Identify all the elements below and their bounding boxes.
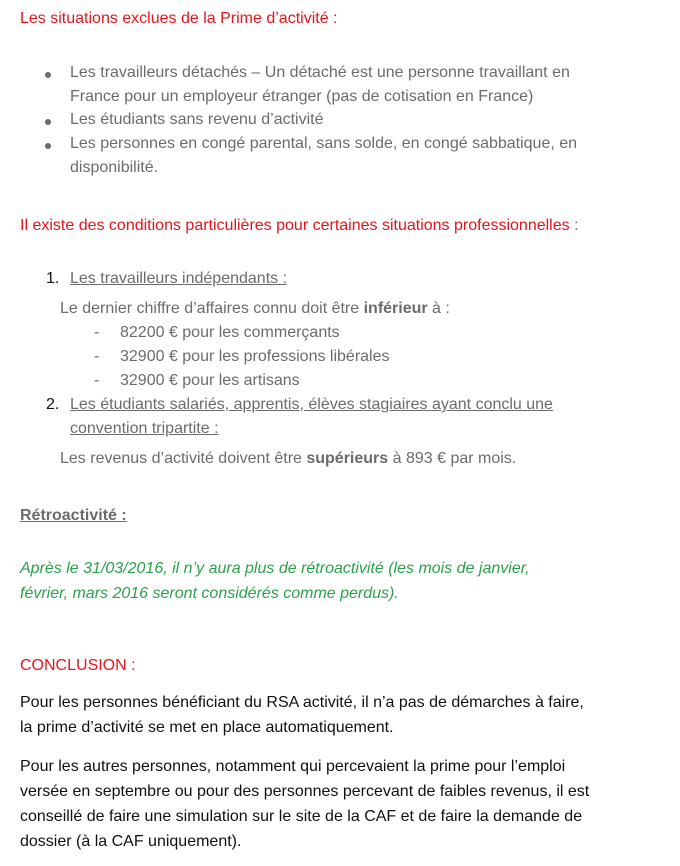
list-number: 2.	[46, 396, 60, 413]
conclusion-paragraph: la prime d’activité se met en place automatiquement.	[20, 719, 394, 736]
text-after: à 893 € par mois.	[388, 450, 517, 467]
bullet-icon	[45, 143, 51, 149]
conclusion-paragraph: dossier (à la CAF uniquement).	[20, 833, 242, 850]
conclusion-paragraph: Pour les personnes bénéficiant du RSA activité, il n’a pas de démarches à faire,	[20, 694, 584, 711]
list-item-line: Les travailleurs détachés – Un détaché est une personne travaillant en	[70, 64, 570, 81]
conclusion-heading: CONCLUSION :	[20, 657, 136, 674]
list-number: 1.	[46, 270, 60, 287]
threshold-item: 32900 € pour les artisans	[120, 372, 300, 389]
list-item-line: Les étudiants sans revenu d’activité	[70, 111, 324, 128]
students-title-line2: convention tripartite :	[70, 420, 219, 437]
heading-conditions-colon: :	[574, 217, 579, 234]
dash-icon: -	[94, 372, 100, 389]
heading-conditions	[20, 217, 579, 235]
threshold-item: 82200 € pour les commerçants	[120, 324, 340, 341]
intro-after: à :	[427, 300, 450, 317]
dash-icon: -	[94, 348, 100, 365]
list-item-line: France pour un employeur étranger (pas de cotisation en France)	[70, 88, 534, 105]
conclusion-paragraph: Pour les autres personnes, notamment qui percevaient la prime pour l’emploi	[20, 758, 566, 775]
independants-intro	[60, 300, 450, 318]
conclusion-paragraph: conseillé de faire une simulation sur le site de la CAF et de faire la demande de	[20, 808, 583, 825]
list-item-line: disponibilité.	[70, 159, 159, 176]
intro-bold: inférieur	[363, 300, 428, 317]
text-before: Les revenus d’activité doivent être	[60, 450, 307, 467]
heading-excluded: Les situations exclues de la Prime d’activité :	[20, 10, 338, 27]
retro-heading: Rétroactivité :	[20, 507, 127, 524]
heading-conditions-text: Il existe des conditions particulières pour certaines situations professionnelles	[20, 217, 570, 234]
list-item-line: Les personnes en congé parental, sans solde, en congé sabbatique, en	[70, 135, 578, 152]
threshold-item: 32900 € pour les professions libérales	[120, 348, 390, 365]
retro-text-line2: février, mars 2016 seront considérés comme perdus).	[20, 585, 399, 602]
dash-icon: -	[94, 324, 100, 341]
text-bold: supérieurs	[306, 450, 389, 467]
students-text	[60, 450, 516, 468]
bullet-icon	[45, 72, 51, 78]
intro-before: Le dernier chiffre d’affaires connu doit être	[60, 300, 364, 317]
students-title-line1: Les étudiants salariés, apprentis, élèves stagiaires ayant conclu une	[70, 396, 553, 413]
independants-title: Les travailleurs indépendants :	[70, 270, 288, 287]
bullet-icon	[45, 119, 51, 125]
retro-text-line1: Après le 31/03/2016, il n’y aura plus de rétroactivité (les mois de janvier,	[20, 560, 530, 577]
conclusion-paragraph: versée en septembre ou pour des personnes percevant de faibles revenus, il est	[20, 783, 590, 800]
